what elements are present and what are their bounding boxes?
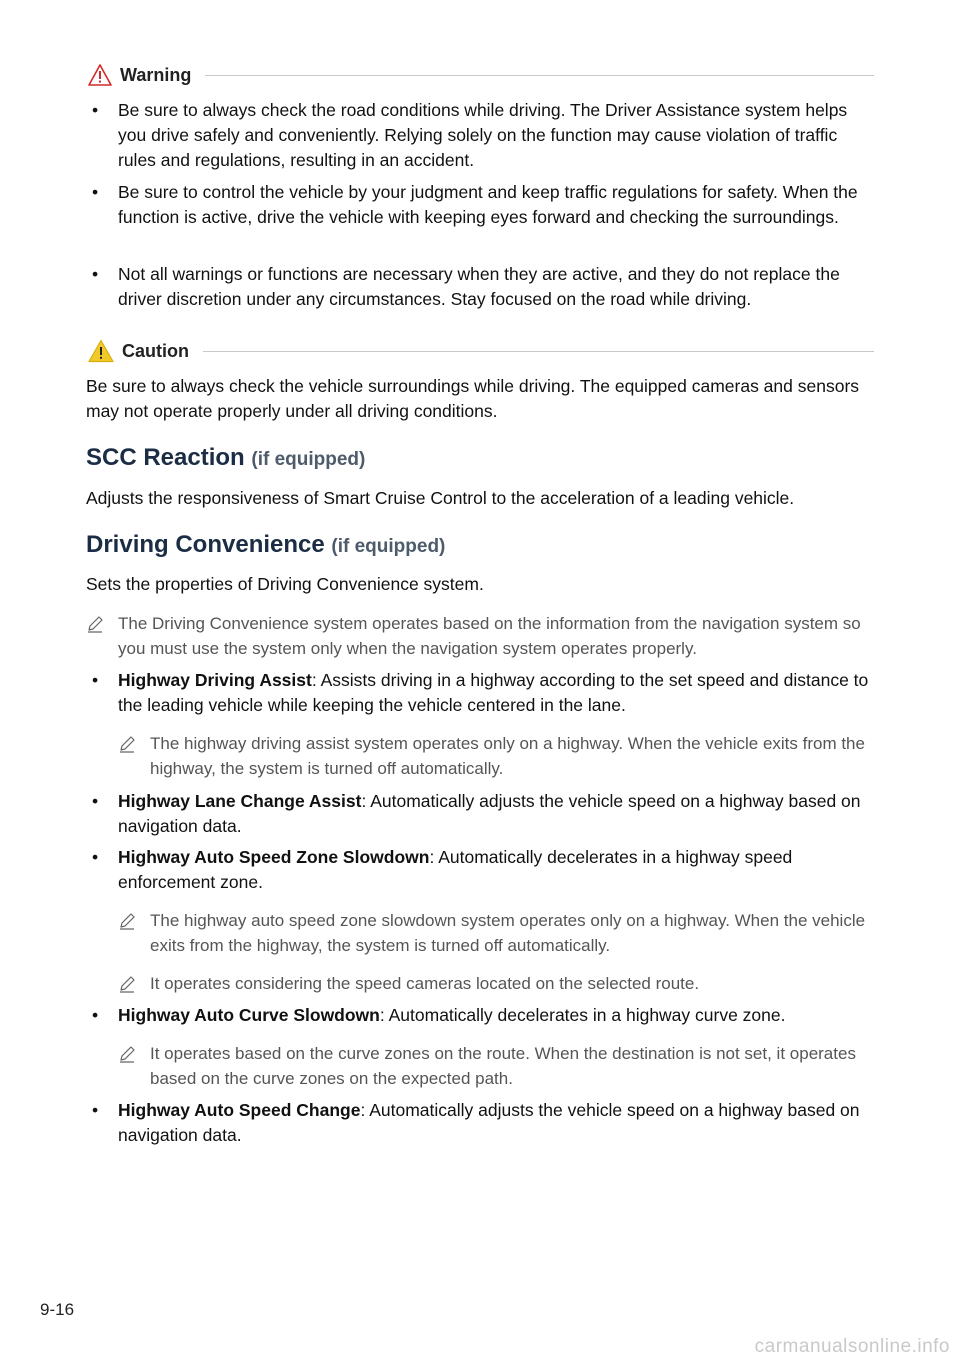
warning-item <box>92 98 876 173</box>
feature-desc: : Automatically decelerates in a highway curve zone. <box>379 1005 786 1025</box>
warning-item-text: Not all warnings or functions are necessary when they are active, and they do not replace the driver discretion under any circumstances. Stay focused on the road while driving. <box>118 264 840 309</box>
bullet: • <box>92 847 99 867</box>
bullet: • <box>92 1005 99 1025</box>
pencil-note-icon <box>86 615 104 633</box>
feature-item <box>92 1098 876 1148</box>
caution-title: Caution <box>122 340 189 361</box>
sub-note <box>118 971 876 996</box>
feature-desc: : Assists driving in a highway according to the set speed and distance to the leading vehicle while keeping the vehicle centered in the lane. <box>118 670 869 715</box>
feature-item <box>92 789 876 839</box>
feature-term: Highway Auto Speed Zone Slowdown <box>118 847 430 867</box>
sub-note <box>118 908 876 958</box>
warning-header <box>88 62 874 88</box>
bullet: • <box>92 182 99 202</box>
pencil-note-icon <box>118 975 136 993</box>
warning-item-text: Be sure to always check the road conditions while driving. The Driver Assistance system helps you drive safely and conveniently. Relying solely on the function may cause violation of traffic rules and regulations, resulting in an accident. <box>118 100 848 170</box>
sub-note <box>118 1041 876 1091</box>
scc-description: Adjusts the responsiveness of Smart Cruise Control to the acceleration of a leading vehicle. <box>86 488 795 508</box>
page-number: 9-16 <box>40 1300 75 1319</box>
note-text: The highway driving assist system operates only on a highway. When the vehicle exits from the highway, the system is turned off automatically. <box>150 734 865 778</box>
feature-desc: : Automatically adjusts the vehicle speed on a highway based on navigation data. <box>118 1100 860 1145</box>
note-text: It operates based on the curve zones on the route. When the destination is not set, it operates based on the curve zones on the expected path. <box>150 1044 856 1088</box>
caution-header <box>88 338 874 364</box>
caution-triangle-icon <box>88 339 114 363</box>
feature-term: Highway Auto Speed Change <box>118 1100 361 1120</box>
bullet: • <box>92 100 99 120</box>
feature-item <box>92 668 876 718</box>
scc-qualifier: (if equipped) <box>251 449 366 470</box>
feature-term: Highway Auto Curve Slowdown <box>118 1005 380 1025</box>
bullet: • <box>92 791 99 811</box>
note-text: The highway auto speed zone slowdown system operates only on a highway. When the vehicle exits from the highway, the system is turned off automatically. <box>150 911 866 955</box>
warning-title: Warning <box>120 64 192 85</box>
feature-term: Highway Lane Change Assist <box>118 791 362 811</box>
section-title-scc <box>86 444 365 472</box>
note-text: The Driving Convenience system operates based on the information from the navigation system so you must use the system only when the navigation system operates properly. <box>118 614 861 658</box>
feature-item <box>92 845 876 895</box>
warning-divider <box>205 75 874 76</box>
sub-note <box>118 731 876 781</box>
pencil-note-icon <box>118 735 136 753</box>
note-text: It operates considering the speed cameras located on the selected route. <box>150 974 700 993</box>
warning-item-text: Be sure to control the vehicle by your judgment and keep traffic regulations for safety. When the function is active, drive the vehicle with keeping eyes forward and checking the surroundings. <box>118 182 858 227</box>
watermark: carmanualsonline.info <box>754 1336 950 1357</box>
scc-title: SCC Reaction <box>86 444 245 471</box>
bullet: • <box>92 264 99 284</box>
warning-item <box>92 180 876 230</box>
driving-intro: Sets the properties of Driving Convenience system. <box>86 574 484 594</box>
driving-qualifier: (if equipped) <box>331 536 446 557</box>
bullet: • <box>92 670 99 690</box>
caution-divider <box>203 351 874 352</box>
feature-item <box>92 1003 876 1028</box>
note <box>86 611 876 661</box>
feature-desc: : Automatically decelerates in a highway speed enforcement zone. <box>118 847 793 892</box>
feature-desc: : Automatically adjusts the vehicle speed on a highway based on navigation data. <box>118 791 861 836</box>
warning-triangle-icon <box>88 64 112 86</box>
pencil-note-icon <box>118 1045 136 1063</box>
caution-text: Be sure to always check the vehicle surroundings while driving. The equipped cameras and sensors may not operate properly under all driving conditions. <box>86 376 860 421</box>
section-title-driving-convenience <box>86 531 445 559</box>
warning-item <box>92 262 876 312</box>
driving-title: Driving Convenience <box>86 531 325 558</box>
feature-term: Highway Driving Assist <box>118 670 312 690</box>
pencil-note-icon <box>118 912 136 930</box>
bullet: • <box>92 1100 99 1120</box>
